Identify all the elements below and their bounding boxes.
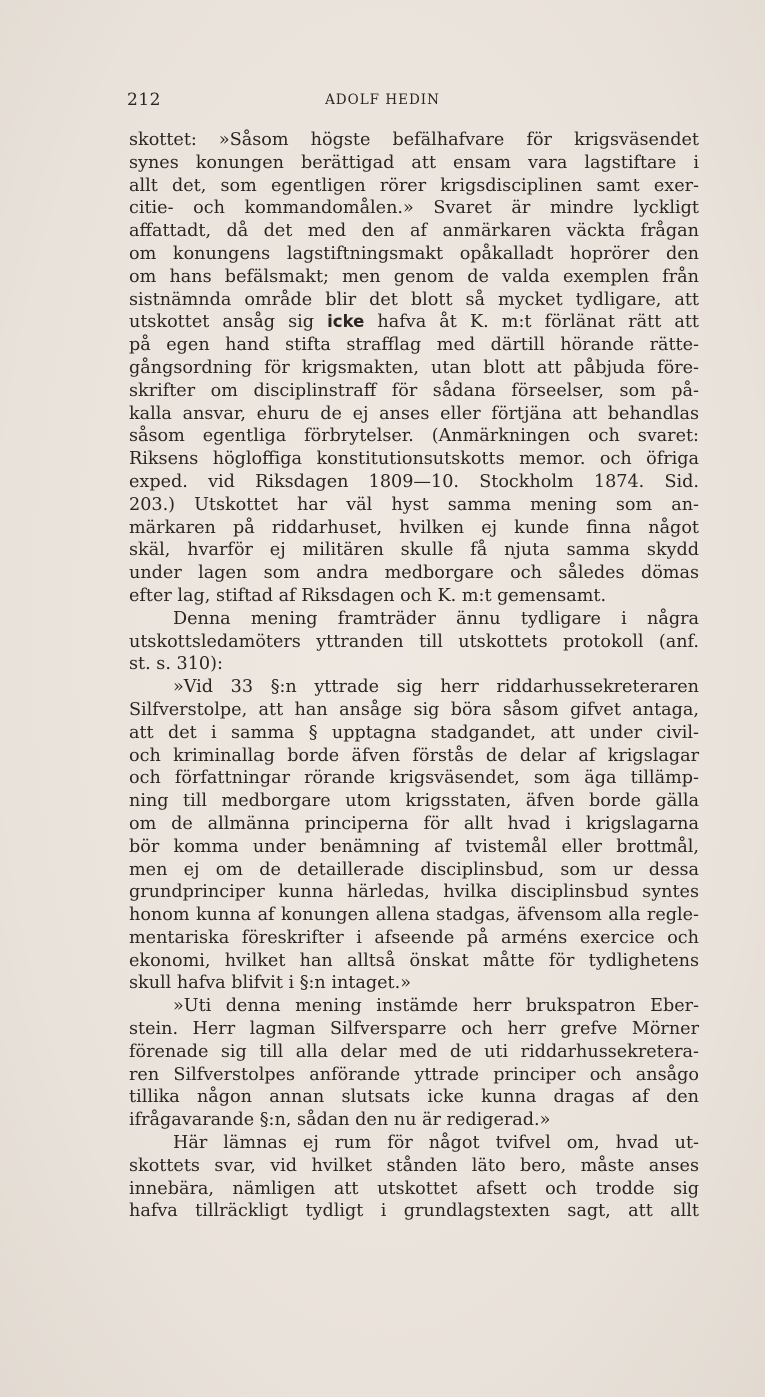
text-line: stein. Herr lagman Silfversparre och herr grefve Mörner [129,1019,699,1040]
text-line: skull hafva blifvit i §:n intaget.» [129,973,411,994]
text-line: synes konungen berättigad att ensam vara lagstiftare i [129,152,699,173]
text-line: kalla ansvar, ehuru de ej anses eller förtjäna att behandlas [129,403,699,424]
text-line: exped. vid Riksdagen 1809—10. Stockholm 1874. Sid. [129,471,699,492]
text-line: ekonomi, hvilket han alltså önskat måtte för tydlighetens [129,950,699,971]
text-line: såsom egentliga förbrytelser. (Anmärkningen och svaret: [129,426,699,447]
emphasized-word: icke [327,312,365,332]
text-line: skrifter om disciplinstraff för sådana förseelser, som på- [129,380,699,401]
text-line: citie- och kommandomålen.» Svaret är mindre lyckligt [129,198,699,219]
text-line: under lagen som andra medborgare och således dömas [129,563,699,584]
text-line: om hans befälsmakt; men genom de valda exemplen från [129,266,699,287]
text-line: grundprinciper kunna härledas, hvilka disciplinsbud syntes [129,882,699,903]
text-line: st. s. 310): [129,654,223,675]
text-line: 203.) Utskottet har väl hyst samma mening som an- [129,494,699,515]
text-line: och kriminallag borde äfven förstås de delar af krigslagar [129,745,699,766]
text-line: förenade sig till alla delar med de uti riddarhussekretera- [129,1041,699,1062]
text-line: ren Silfverstolpes anförande yttrade principer och ansågo [129,1064,699,1085]
text-line: Här lämnas ej rum för något tvifvel om, hvad ut- [173,1133,699,1154]
page-number: 212 [127,90,161,110]
body-text [129,129,699,1223]
text-line-with-emphasis [129,311,699,334]
text-line: gångsordning för krigsmakten, utan blott att påbjuda före- [129,357,699,378]
text-line: märkaren på riddarhuset, hvilken ej kunde finna något [129,517,699,538]
text-line: mentariska föreskrifter i afseende på arméns exercice och [129,927,699,948]
text-line: ning till medborgare utom krigsstaten, äfven borde gälla [129,791,699,812]
text-line: Silfverstolpe, att han ansåge sig böra såsom gifvet antaga, [129,699,699,720]
running-head: ADOLF HEDIN [325,92,440,108]
text-line: skäl, hvarför ej militären skulle få njuta samma skydd [129,540,699,561]
text-line: sistnämnda område blir det blott så mycket tydligare, att [129,289,699,310]
text-line: Riksens högloffiga konstitutionsutskotts memor. och öfriga [129,449,699,470]
text-line: om konungens lagstiftningsmakt opåkalladt hoprörer den [129,243,699,264]
text-line: »Uti denna mening instämde herr brukspatron Eber- [173,996,699,1017]
text-line: bör komma under benämning af tvistemål eller brottmål, [129,836,699,857]
text-line: allt det, som egentligen rörer krigsdisciplinen samt exer- [129,175,699,196]
text-line: innebära, nämligen att utskottet afsett och trodde sig [129,1178,699,1199]
text-line: utskottsledamöters yttranden till utskottets protokoll (anf. [129,631,699,652]
text-line: efter lag, stiftad af Riksdagen och K. m:t gemensamt. [129,585,607,606]
text-line: skottet: »Såsom högste befälhafvare för krigsväsendet [129,130,699,150]
text-line: att det i samma § upptagna stadgandet, att under civil- [129,722,699,743]
text-line: och författningar rörande krigsväsendet, som äga tillämp- [129,768,699,789]
text-line: men ej om de detaillerade disciplinsbud, som ur dessa [129,859,699,880]
text-line: om de allmänna principerna för allt hvad i krigslagarna [129,813,699,834]
text-line: »Vid 33 §:n yttrade sig herr riddarhussekreteraren [173,677,699,698]
line-text-after: hafva åt K. m:t förlänat rätt att [364,312,700,333]
text-line: på egen hand stifta strafflag med därtill hörande rätte- [129,335,699,356]
text-line: tillika någon annan slutsats icke kunna dragas af den [129,1087,699,1108]
text-line: honom kunna af konungen allena stadgas, äfvensom alla regle- [129,905,699,926]
line-text-before: utskottet ansåg sig [129,312,328,333]
text-line: ifrågavarande §:n, sådan den nu är redigerad.» [129,1110,551,1131]
text-line: affattadt, då det med den af anmärkaren väckta frågan [129,221,699,242]
text-line: skottets svar, vid hvilket stånden läto bero, måste anses [129,1155,699,1176]
text-line: hafva tillräckligt tydligt i grundlagstexten sagt, att allt [129,1201,699,1222]
text-line: Denna mening framträder ännu tydligare i några [173,608,699,629]
